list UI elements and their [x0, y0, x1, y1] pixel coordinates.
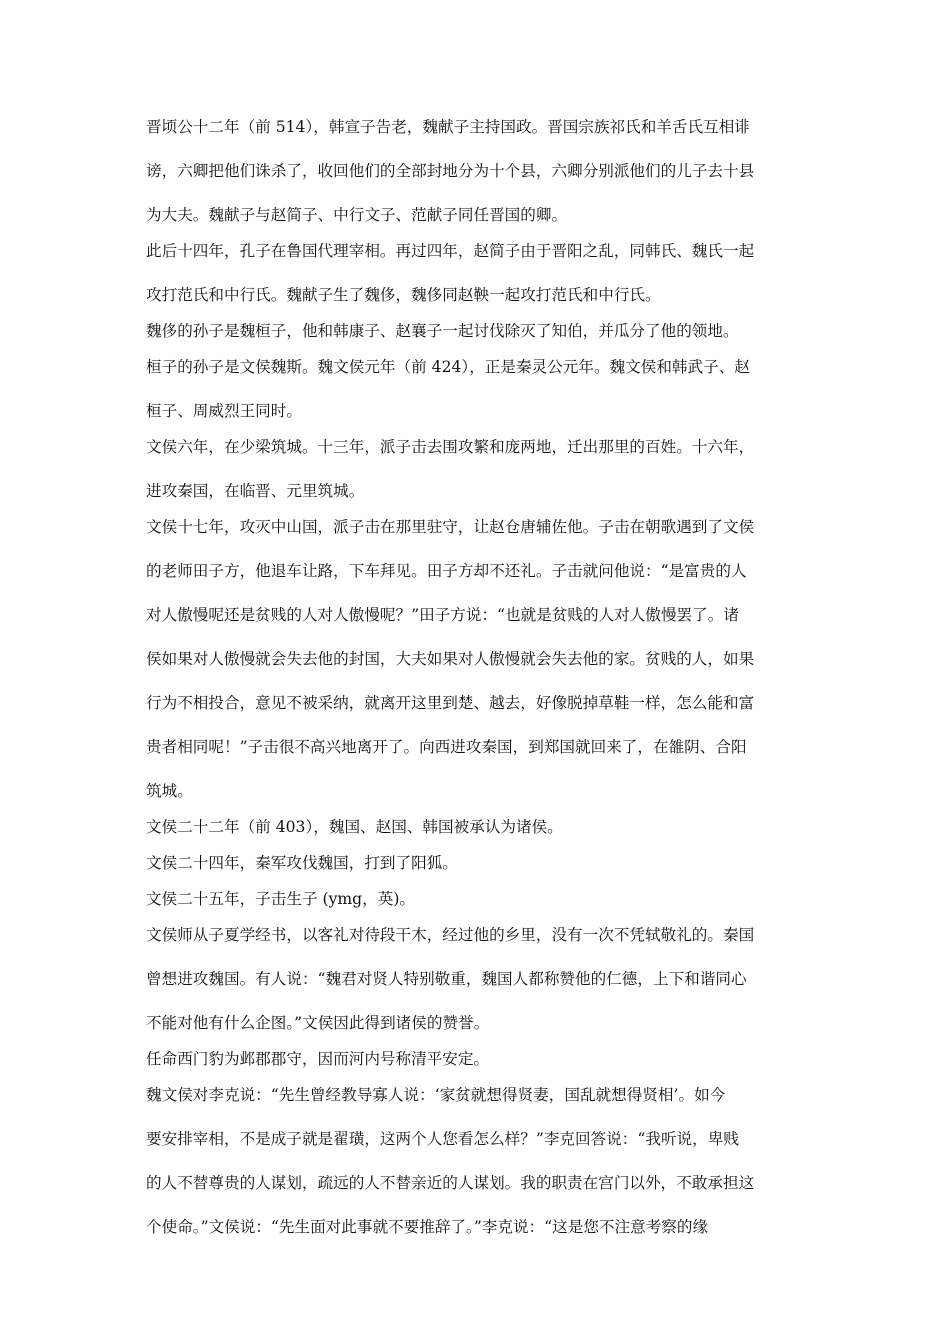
text-line: 曾想进攻魏国。有人说：“魏君对贤人特别敬重，魏国人都称赞他的仁德，上下和谐同心 [146, 970, 747, 988]
text-line: 此后十四年，孔子在鲁国代理宰相。再过四年，赵简子由于晋阳之乱，同韩氏、魏氏一起 [146, 242, 755, 260]
text-line: 任命西门豹为邺郡郡守，因而河内号称清平安定。 [146, 1050, 490, 1068]
text-line: 攻打范氏和中行氏。魏献子生了魏侈，魏侈同赵鞅一起攻打范氏和中行氏。 [146, 286, 661, 304]
text-line: 文侯二十四年，秦军攻伐魏国，打到了阳狐。 [146, 854, 458, 872]
text-line: 的老师田子方，他退车让路，下车拜见。田子方却不还礼。子击就问他说：“是富贵的人 [146, 562, 747, 580]
text-line: 文侯二十五年，子击生子 (ymg，英)。 [146, 890, 416, 908]
text-line: 进攻秦国，在临晋、元里筑城。 [146, 482, 365, 500]
text-line: 魏文侯对李克说：“先生曾经教导寡人说：‘家贫就想得贤妻，国乱就想得贤相’。如今 [146, 1086, 726, 1104]
text-line: 文侯十七年，攻灭中山国，派子击在那里驻守，让赵仓唐辅佐他。子击在朝歌遇到了文侯 [146, 518, 755, 536]
text-line: 晋顷公十二年（前 514），韩宣子告老，魏献子主持国政。晋国宗族祁氏和羊舌氏互相诽 [146, 118, 750, 136]
text-line: 谤，六卿把他们诛杀了，收回他们的全部封地分为十个县，六卿分别派他们的儿子去十县 [146, 162, 755, 180]
text-line: 桓子、周威烈王同时。 [146, 402, 302, 420]
document-body [146, 110, 816, 1244]
text-line: 侯如果对人傲慢就会失去他的封国，大夫如果对人傲慢就会失去他的家。贫贱的人，如果 [146, 650, 755, 668]
text-line: 对人傲慢呢还是贫贱的人对人傲慢呢？”田子方说：“也就是贫贱的人对人傲慢罢了。诸 [146, 606, 739, 624]
text-line: 筑城。 [146, 782, 193, 800]
text-line: 为大夫。魏献子与赵简子、中行文子、范献子同任晋国的卿。 [146, 206, 568, 224]
text-line: 不能对他有什么企图。”文侯因此得到诸侯的赞誉。 [146, 1014, 490, 1032]
text-line: 要安排宰相，不是成子就是翟璜，这两个人您看怎么样？”李克回答说：“我听说，卑贱 [146, 1130, 739, 1148]
text-line: 的人不替尊贵的人谋划，疏远的人不替亲近的人谋划。我的职责在宫门以外，不敢承担这 [146, 1174, 755, 1192]
text-line: 个使命。”文侯说：“先生面对此事就不要推辞了。”李克说：“这是您不注意考察的缘 [146, 1218, 709, 1236]
text-line: 文侯六年，在少梁筑城。十三年，派子击去围攻繁和庞两地，迁出那里的百姓。十六年， [146, 438, 755, 456]
text-line: 文侯二十二年（前 403），魏国、赵国、韩国被承认为诸侯。 [146, 818, 563, 836]
text-line: 贵者相同呢！”子击很不高兴地离开了。向西进攻秦国，到郑国就回来了，在雒阴、合阳 [146, 738, 747, 756]
text-line: 桓子的孙子是文侯魏斯。魏文侯元年（前 424），正是秦灵公元年。魏文侯和韩武子、赵 [146, 358, 750, 376]
text-line: 行为不相投合，意见不被采纳，就离开这里到楚、越去，好像脱掉草鞋一样，怎么能和富 [146, 694, 755, 712]
text-line: 文侯师从子夏学经书，以客礼对待段干木，经过他的乡里，没有一次不凭轼敬礼的。秦国 [146, 926, 755, 944]
text-line: 魏侈的孙子是魏桓子，他和韩康子、赵襄子一起讨伐除灭了知伯，并瓜分了他的领地。 [146, 322, 739, 340]
